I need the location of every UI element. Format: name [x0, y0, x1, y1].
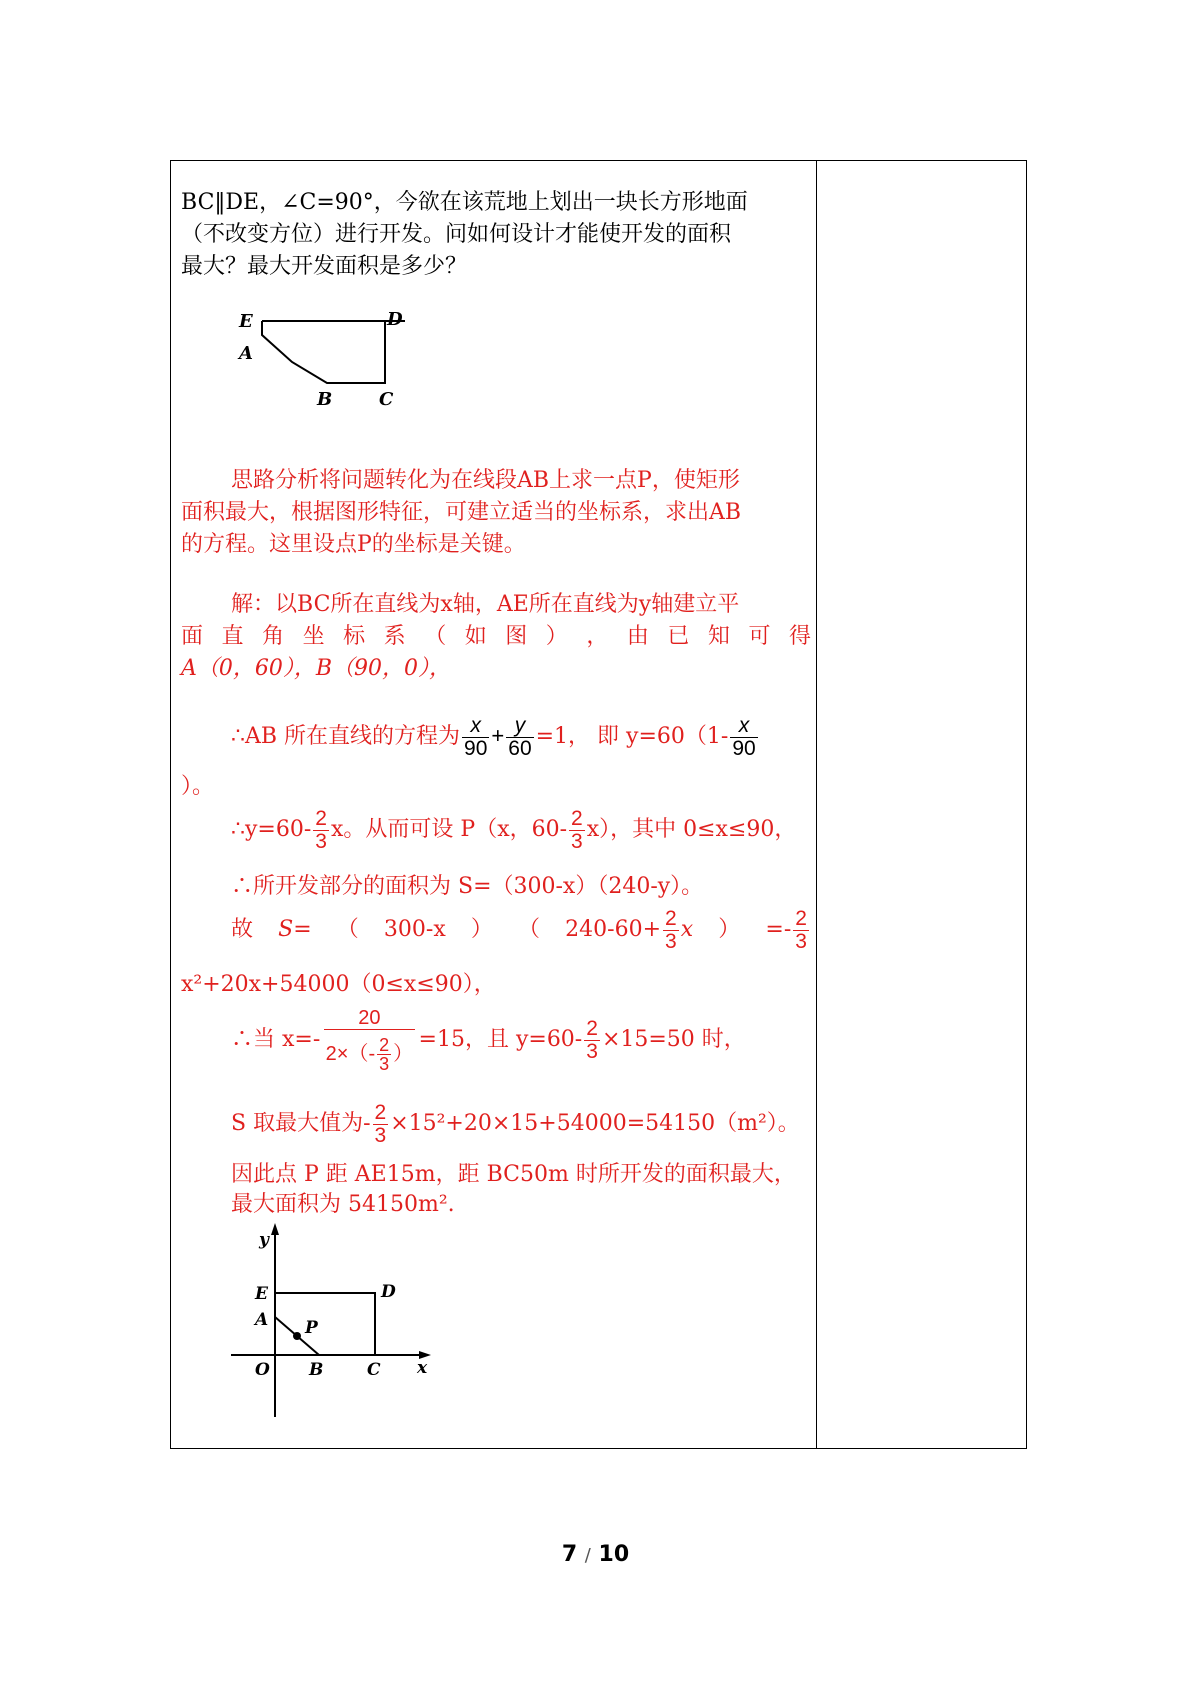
- conclusion-line-1: 因此点 P 距 AE15m，距 BC50m 时所开发的面积最大，: [231, 1162, 796, 1187]
- analysis-line-3: 的方程。这里设点P的坐标是关键。: [181, 532, 526, 557]
- figure-trapezoid-diagram: [225, 305, 405, 415]
- svg-text:D: D: [381, 1282, 396, 1302]
- when-x-line: ∴当 x=- 20 2×（- $\frac{2}{3}$ ） =15，且 y=60- $\frac{2}{3}$ ×15=50 时，: [231, 1007, 746, 1074]
- svg-text:E: E: [255, 1284, 268, 1304]
- problem-line-2: （不改变方位）进行开发。问如何设计才能使开发的面积: [181, 222, 732, 247]
- svg-text:B: B: [309, 1360, 324, 1380]
- solution-intro-line-3: A（0，60），B（90，0），: [181, 656, 452, 681]
- svg-text:O: O: [255, 1360, 270, 1380]
- s-max-line: S 取最大值为- $\frac{2}{3}$ ×15²+20×15+54000=54150（m²）。: [231, 1100, 800, 1147]
- total-pages: 10: [598, 1542, 630, 1567]
- content-table: [170, 160, 1027, 1449]
- label-B: B: [317, 389, 333, 410]
- conclusion-line-2: 最大面积为 54150m².: [231, 1192, 455, 1217]
- area-expression-line: ∴所开发部分的面积为 S=（300-x）（240-y）。: [231, 874, 704, 899]
- problem-line-3: 最大？最大开发面积是多少？: [181, 254, 468, 279]
- solution-intro-line-2: 面 直 角 坐 标 系 （ 如 图 ） ， 由 已 知 可 得: [181, 624, 811, 649]
- svg-text:P: P: [305, 1318, 318, 1338]
- svg-text:x: x: [417, 1358, 428, 1378]
- s-expression-line: 故 S= （ 300-x ） （ 240-60+ $\frac{2}{3}$ x ） =- $\frac{2}{3}$: [231, 906, 807, 953]
- solution-intro-line-1: 解：以BC所在直线为x轴，AE所在直线为y轴建立平: [231, 592, 740, 617]
- figure-coordinate-diagram: [231, 1221, 441, 1421]
- label-C: C: [379, 389, 394, 410]
- current-page: 7: [561, 1542, 578, 1567]
- ab-equation-line: ∴AB 所在直线的方程为 $\frac{x}{90}$ + $\frac{y}{60}$ =1， 即 y=60（1- $\frac{x}{90}$: [231, 713, 756, 760]
- problem-line-1: BC‖DE，∠C=90°，今欲在该荒地上划出一块长方形地面: [181, 190, 748, 215]
- svg-text:A: A: [255, 1310, 269, 1330]
- y-expression-line: ∴y=60- $\frac{2}{3}$ x。从而可设 P（x，60- $\frac{2}{3}$ x），其中 0≤x≤90，: [231, 806, 797, 853]
- ab-equation-end: ）。: [181, 774, 215, 799]
- page-number: [0, 1542, 1191, 1567]
- label-E: E: [239, 311, 253, 332]
- page-separator: /: [584, 1545, 591, 1566]
- svg-text:y: y: [259, 1230, 269, 1250]
- svg-text:C: C: [367, 1360, 381, 1380]
- label-D: D: [387, 309, 403, 330]
- column-divider: [816, 161, 817, 1448]
- s-expression-line-2: x²+20x+54000（0≤x≤90），: [181, 972, 496, 997]
- analysis-line-2: 面积最大，根据图形特征，可建立适当的坐标系，求出AB: [181, 500, 742, 525]
- analysis-line-1: 思路分析将问题转化为在线段AB上求一点P，使矩形: [231, 468, 740, 493]
- label-A: A: [239, 343, 253, 364]
